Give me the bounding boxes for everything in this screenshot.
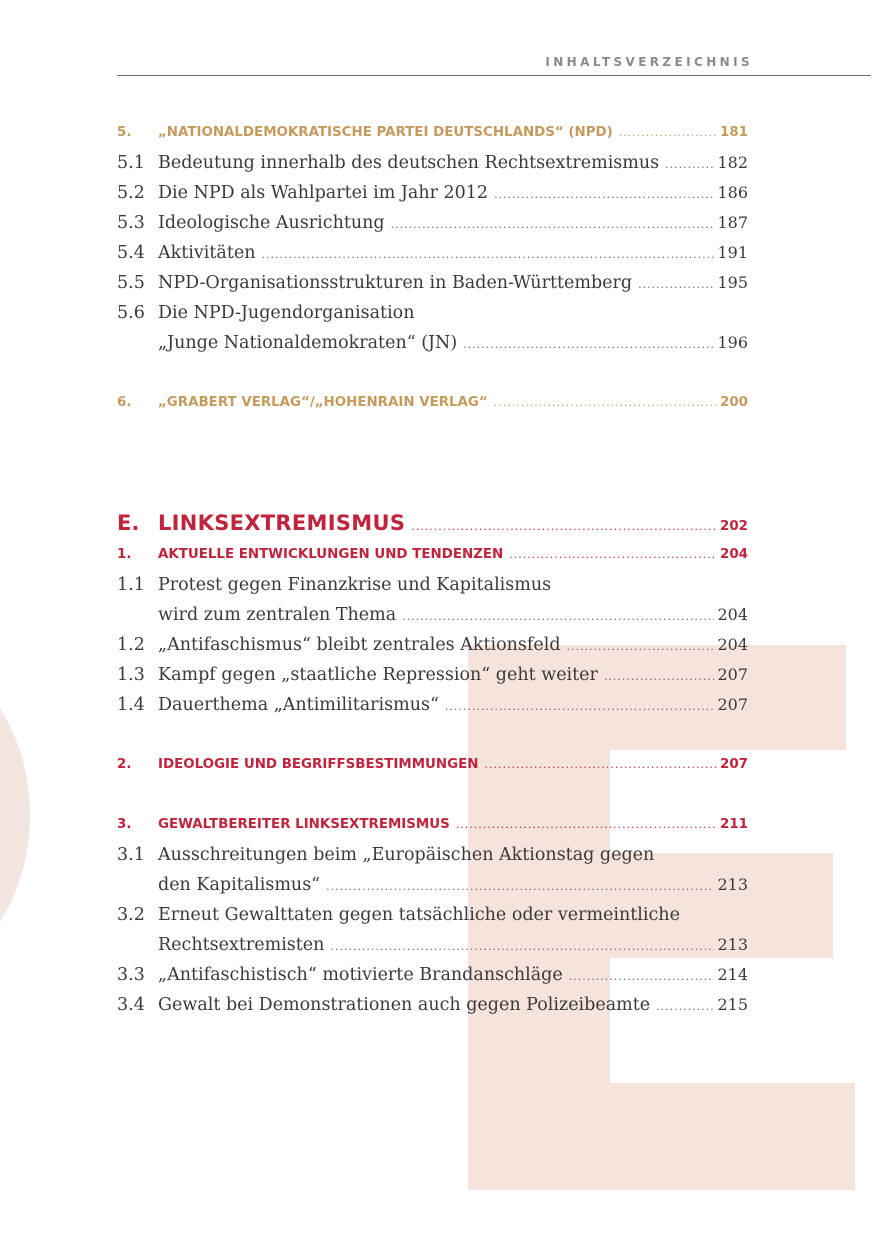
toc-title: Ideologische Ausrichtung — [158, 213, 385, 233]
toc-section[interactable] — [117, 118, 748, 148]
toc-number: 3. — [117, 817, 132, 832]
toc-subsection-continued[interactable] — [117, 930, 748, 960]
toc-subsection-continued[interactable] — [117, 328, 748, 358]
toc-title: Dauerthema „Antimilitarismus“ — [158, 695, 439, 715]
toc-subsection[interactable] — [117, 570, 748, 600]
toc-title-line-2: Rechtsextremisten — [158, 935, 325, 955]
toc-title: Die NPD als Wahlpartei im Jahr 2012 — [158, 183, 489, 203]
toc-title: „Antifaschismus“ bleibt zentrales Aktionsfeld — [158, 635, 561, 655]
toc-subsection[interactable] — [117, 960, 748, 990]
toc-page: 204 — [717, 635, 748, 654]
toc-page: 207 — [717, 665, 748, 684]
toc-subsection[interactable] — [117, 208, 748, 238]
toc-chapter[interactable] — [117, 503, 748, 543]
toc-number: 3.1 — [117, 845, 145, 865]
toc-subsection[interactable] — [117, 148, 748, 178]
toc-page: 204 — [720, 547, 748, 562]
toc-title: Gewalt bei Demonstrationen auch gegen Polizeibeamte — [158, 995, 651, 1015]
chapter-title: LINKSEXTREMISMUS — [158, 511, 406, 535]
toc-subsection[interactable] — [117, 900, 748, 930]
toc-number: 6. — [117, 395, 132, 410]
dot-leader — [509, 540, 717, 570]
toc-subsection-continued[interactable] — [117, 870, 748, 900]
toc-title: Protest gegen Finanzkrise und Kapitalismus — [158, 575, 552, 595]
chapter-heading — [117, 503, 748, 543]
toc-page: 200 — [720, 395, 748, 410]
toc-number: 5.4 — [117, 243, 145, 263]
toc-title-line-2: den Kapitalismus“ — [158, 875, 321, 895]
toc-title: AKTUELLE ENTWICKLUNGEN UND TENDENZEN — [158, 547, 504, 562]
toc-title: Bedeutung innerhalb des deutschen Rechtsextremismus — [158, 153, 660, 173]
dot-leader — [326, 872, 714, 902]
decorative-letter-e-bottom-bar — [468, 1083, 855, 1190]
dot-leader — [604, 662, 715, 692]
toc-title: NPD-Organisationsstrukturen in Baden-Württemberg — [158, 273, 633, 293]
dot-leader — [330, 932, 714, 962]
toc-title: Aktivitäten — [158, 243, 256, 263]
chapter-page: 202 — [720, 519, 748, 534]
toc-title: „NATIONALDEMOKRATISCHE PARTEI DEUTSCHLANDS“ (NPD) — [158, 125, 613, 140]
toc-number: 5.3 — [117, 213, 145, 233]
chapter-number: E. — [117, 511, 140, 535]
toc-subsection[interactable] — [117, 840, 748, 870]
dot-leader — [665, 150, 714, 180]
dot-leader — [638, 270, 714, 300]
toc-number: 3.4 — [117, 995, 145, 1015]
dot-leader — [445, 692, 715, 722]
toc-page: 214 — [717, 965, 748, 984]
toc-section[interactable] — [117, 750, 748, 780]
toc-number: 3.3 — [117, 965, 145, 985]
toc-title: „GRABERT VERLAG“/„HOHENRAIN VERLAG“ — [158, 395, 488, 410]
toc-page: 182 — [717, 153, 748, 172]
dot-leader — [619, 118, 717, 148]
toc-subsection[interactable] — [117, 660, 748, 690]
dot-leader — [569, 962, 715, 992]
toc-number: 5.2 — [117, 183, 145, 203]
header-rule — [117, 75, 871, 76]
toc-title-line-2: „Junge Nationaldemokraten“ (JN) — [158, 333, 458, 353]
toc-page: 215 — [717, 995, 748, 1014]
dot-leader — [261, 240, 714, 270]
toc-title: Kampf gegen „staatliche Repression“ geht weiter — [158, 665, 598, 685]
dot-leader — [484, 750, 717, 780]
toc-number: 1.2 — [117, 635, 145, 655]
toc-subsection[interactable] — [117, 298, 748, 328]
dot-leader — [402, 602, 714, 632]
dot-leader — [456, 810, 717, 840]
toc-title: GEWALTBEREITER LINKSEXTREMISMUS — [158, 817, 450, 832]
toc-number: 1.4 — [117, 695, 145, 715]
running-header: INHALTSVERZEICHNIS — [545, 55, 753, 69]
toc-subsection[interactable] — [117, 630, 748, 660]
dot-leader — [494, 180, 714, 210]
dot-leader — [656, 992, 714, 1022]
toc-page: 196 — [717, 333, 748, 352]
toc-title-line-2: wird zum zentralen Thema — [158, 605, 397, 625]
toc-part-linksextremismus — [117, 540, 748, 1020]
toc-page: 191 — [717, 243, 748, 262]
toc-section[interactable] — [117, 810, 748, 840]
toc-subsection[interactable] — [117, 238, 748, 268]
toc-page: 204 — [717, 605, 748, 624]
toc-number: 5.6 — [117, 303, 145, 323]
toc-number: 5. — [117, 125, 132, 140]
toc-page: 187 — [717, 213, 748, 232]
toc-number: 1.3 — [117, 665, 145, 685]
toc-page: 195 — [717, 273, 748, 292]
toc-number: 1. — [117, 547, 132, 562]
toc-page: 181 — [720, 125, 748, 140]
toc-subsection[interactable] — [117, 268, 748, 298]
toc-number: 2. — [117, 757, 132, 772]
toc-page: 213 — [717, 935, 748, 954]
toc-page: 207 — [720, 757, 748, 772]
dot-leader — [567, 632, 715, 662]
dot-leader — [494, 388, 717, 418]
toc-title: IDEOLOGIE UND BEGRIFFSBESTIMMUNGEN — [158, 757, 479, 772]
decorative-circle — [0, 640, 30, 990]
toc-subsection[interactable] — [117, 690, 748, 720]
toc-number: 3.2 — [117, 905, 145, 925]
toc-number: 5.1 — [117, 153, 145, 173]
toc-subsection[interactable] — [117, 178, 748, 208]
toc-subsection[interactable] — [117, 990, 748, 1020]
toc-section[interactable] — [117, 388, 748, 418]
toc-page: 207 — [717, 695, 748, 714]
toc-number: 1.1 — [117, 575, 145, 595]
toc-title: Ausschreitungen beim „Europäischen Aktionstag gegen — [158, 845, 655, 865]
toc-section[interactable] — [117, 540, 748, 570]
toc-title: Erneut Gewalttaten gegen tatsächliche oder vermeintliche — [158, 905, 680, 925]
toc-part-npd — [117, 118, 748, 418]
toc-page: 213 — [717, 875, 748, 894]
dot-leader — [391, 210, 715, 240]
toc-page: 186 — [717, 183, 748, 202]
toc-page: 211 — [720, 817, 748, 832]
toc-title: „Antifaschistisch“ motivierte Brandanschläge — [158, 965, 563, 985]
toc-number: 5.5 — [117, 273, 145, 293]
toc-subsection-continued[interactable] — [117, 600, 748, 630]
toc-title: Die NPD-Jugendorganisation — [158, 303, 415, 323]
dot-leader — [463, 330, 714, 360]
